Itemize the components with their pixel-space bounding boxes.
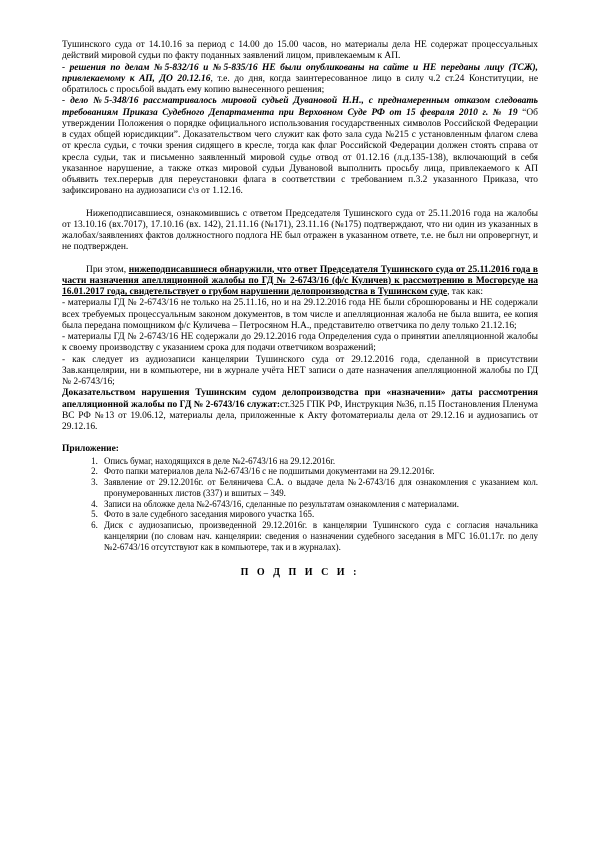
paragraph-evidence bbox=[62, 388, 538, 433]
paragraph-court-period: Тушинского суда от 14.10.16 за период с 14.00 до 15.00 часов, но материалы дела НЕ содержат процессуальных действий мировой судьи по факту поданных заявлений лицом, привлекаемым к АП. bbox=[62, 40, 538, 62]
attachment-item: 6. Диск с аудиозаписью, произведенной 29.12.2016г. в канцелярии Тушинского суда с согласия начальника канцелярии (по словам нач. канцелярии: сведения о назначении судебного заседания в МГС 16.01.17г. по делу №2-6743/16 отсутствуют как в компьютере, так и в журналах). bbox=[100, 520, 538, 552]
document-page bbox=[62, 40, 538, 578]
flag-emphasis: - дело №5-348/16 рассматривалось мировой судьей Дувановой Н.Н., с преднамеренным отказом следовать требованиям Приказа Судебного Департамента при Верховном Суде РФ от 15 февраля 2010 г. № 19 bbox=[62, 96, 538, 118]
attachment-item: 2. Фото папки материалов дела №2-6743/16 с не подшитыми документами на 29.12.2016г. bbox=[100, 466, 538, 477]
paragraph-decisions-not-published bbox=[62, 63, 538, 97]
attachment-item: 1. Опись бумаг, находящихся в деле №2-6743/16 на 29.12.2016г. bbox=[100, 456, 538, 467]
attachment-item: 5. Фото в зале судебного заседания мирового участка 165. bbox=[100, 509, 538, 520]
violation-pre: При этом, bbox=[86, 264, 129, 275]
decisions-emphasis: - решения по делам №5-832/16 и №5-835/16 НЕ были опубликованы на сайте и НЕ переданы лицу (ТСЖ), привлекаемому к АП, ДО 20.12.16 bbox=[62, 62, 538, 84]
evidence-rest: ст.325 ГПК РФ, Инструкция №36, п.15 Постановления Пленума ВС РФ №13 от 19.06.12, материалы дела, приложенные к Акту фотоматериалы дела от 29.12.16 и аудиозапись от 29.12.16. bbox=[62, 399, 538, 432]
evidence-emphasis: Доказательством нарушения Тушинским судом делопроизводства при «назначении» даты рассмотрения апелляционной жалобы по ГД № 2-6743/16 служат: bbox=[62, 388, 538, 410]
paragraph-flag-violation bbox=[62, 96, 538, 197]
decisions-rest: , т.е. до дня, когда заинтересованное лицо в силу ч.2 ст.24 Конституции, не обратилось с просьбой выдать ему копию вынесенного решения; bbox=[62, 73, 539, 95]
violation-emphasis: нижеподписавшиеся обнаружили, что ответ Председателя Тушинского суда от 25.11.2016 года в части назначения апелляционной жалобы по ГД № 2-6743/16 (ф/с Куличев) к рассмотрению в Мосгорсуде на 16.01.2017 года, свидетельствует о грубом нарушении делопроизводства в Тушинском суде bbox=[62, 264, 538, 297]
attachment-item: 3. Заявление от 29.12.2016г. от Беляничева С.А. о выдаче дела №2-6743/16 для ознакомления с указанием кол. пронумерованных листов (337) и вшитых – 349. bbox=[100, 477, 538, 499]
violation-post: , так как: bbox=[447, 287, 483, 297]
list-item: - материалы ГД № 2-6743/16 НЕ содержали до 29.12.2016 года Определения суда о принятии апелляционной жалобы к своему производству с указанием срока для подачи ответчиком возражений; bbox=[62, 332, 538, 354]
attachments-list bbox=[62, 456, 538, 553]
paragraph-violation-found bbox=[62, 265, 538, 299]
attachments-title: Приложение: bbox=[62, 444, 119, 455]
flag-rest: “Об утверждении Положения о порядке официального использования государственных символов Российской Федерации в судах общей юрисдикции”. Доказательством чего служит как фото зала суда №215 с установленным флагом слева от кресла судьи, с точки зрения сидящего в кресле, тогда как флаг Российской Федерации должен стоять справа от кресла судьи, так и письменно заявленный мировой судье отвод от 01.12.16 (л.д.135-138), включающий в себя указанное нарушение, а также отказ мировой судьи Дувановой выполнить просьбу лица, привлекаемого к АП объявить тех.перерыв для переустановки флага в соответствии с требованием п.3.2 указанного Приказа, что зафиксировано на аудиозаписи с\з от 1.12.16. bbox=[62, 107, 538, 197]
attachment-item: 4. Записи на обложке дела №2-6743/16, сделанные по результатам ознакомления с материалами. bbox=[100, 499, 538, 510]
list-item: - как следует из аудиозаписи канцелярии Тушинского суда от 29.12.2016 года, сделанной в присутствии Зав.канцелярии, ни в компьютере, ни в журнале учёта НЕТ записи о дате назначения апелляционной жалобы по ГД № 2-6743/16; bbox=[62, 354, 538, 387]
paragraph-answer-review: Нижеподписавшиеся, ознакомившись с ответом Председателя Тушинского суда от 25.11.2016 года на жалобы от 13.10.16 (вх.7017), 17.10.16 (вх. 142), 21.11.16 (№171), 23.11.16 (№175) подтверждают, что ни один из указанных в жалобах/заявлениях фактов должностного подлога НЕ был отражен в указанном ответе, т.е. не был ни опровергнут, и не подтвержден. bbox=[62, 208, 538, 253]
list-item: - материалы ГД № 2-6743/16 не только на 25.11.16, но и на 29.12.2016 года НЕ были сброшюрованы и НЕ содержали всех требуемых процессуальным законом документов, в том числе и апелляционная жалоба не была вшита, ее копия была передана помощником ф/с Куличева – Петросяном Н.А., представителю ответчика по делу только 21.12.16; bbox=[62, 298, 538, 331]
signatures-heading: П О Д П И С И : bbox=[240, 566, 360, 578]
